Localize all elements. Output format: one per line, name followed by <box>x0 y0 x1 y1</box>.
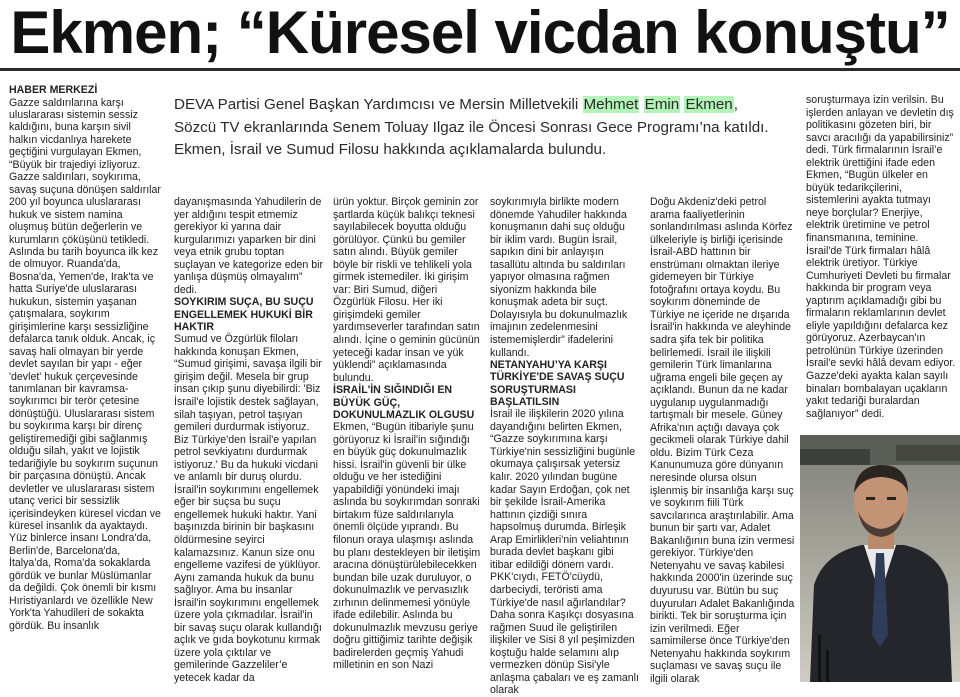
article-column-3 <box>333 196 482 672</box>
column-1-text: Gazze saldırılarına karşı uluslararası sistemin sessiz kaldığını, buna karşın sivil halkın vicdanlıya harekete geçtiğini vurgulayan Ekmen, “Büyük bir trajediyi izliyoruz. Gazze saldırıları, soykırıma, savaş suçuna dönüşen saldırılar 200 yıl boyunca uluslararası hukuk ve sistem namina oluşmuş bütün değerlerin ve kurumların çöküşünü tetikledi. Aslında bu tarih boyunca ilk kez de olmuyor. Ruanda'da, Bosna'da, Yemen'de, Irak'ta ve hatta Suriye'de uluslararası hukukun, sistemin yaşanan çatışmalara, soykırım girişimlerine karşı sessizliğine defalarca tanık olduk. Ancak, iç savaş hali olmayan bir yerde devlet sayılan bir yapı - eğer 'devlet' hukuk çerçevesinde tanımlanan bir kavramsa- soykırımcı bir terör çetesine dönüştüğü. Uluslararası sistem bu soykırıma karşı bir direnç geliştiremediği gibi sağlanmış olduğu silah, yakıt ve lojistik tedariğiyle bu soykırım suçunun bir parçasına dönüştü. Ancak devletler ve uluslararası sistem utanç verici bir sessizlik içerisindeyken küresel vicdan ve küresel insanlık da ayaktaydı. Yüz binlerce insanı Londra'da, Berlin'de, Barcelona'da, İtalya'da, Roma'da sokaklarda gördük ve bunlar Müslümanlar da değildi. Çok önemli bir kısmı Hıristiyanlardı ve özellikle New York'ta Yahudileri de sokakta gördük. Bu insanlık <box>9 96 161 632</box>
column-3-paragraph-1: ürün yoktur. Birçok geminin zor şartlarda küçük balıkçı teknesi sayılabilecek boyutta olduğu görülüyor. Çünkü bu gemiler satın alındı. Büyük gemiler böyle bir riskli ve tehlikeli yola girmek istemediler. İki girişim var: Biri Sumud, diğeri Özgürlük Filosu. Her iki girişimdeki gemiler yardımseverler tarafından satın alındı. İçine o geminin gücünün yeteceği kadar insan ve yük yüklendi” açıklamasında bulundu. <box>333 196 480 384</box>
lead-text-before: DEVA Partisi Genel Başkan Yardımcısı ve Mersin Milletvekili <box>174 96 583 113</box>
column-3-paragraph-2: Ekmen, “Bugün itibariyle şunu görüyoruz ki İsrail'in sığındığı en büyük güç dokunulmazlık hissi. İsrail'in güvenli bir ülke olduğu ve her istediğini yapabildiği yönündeki imajı aslında bu soykırımdan sonraki birtakım füze saldırılarıyla önemli ölçüde yıprandı. Bu filonun oraya ulaşmışı aslında bu planı destekleyen bir iletişim aracına dönüştürülebilecekken bundan bile uzak duruluyor, o dokunulmazlık ve pervasızlık zırhının delinmemesi yönüyle ifade edilebilir. Aslında bu dokunulmazlık mevzusu geriye doğru gittiğimiz tarihte değişik badirelerden geçmiş Yahudi milletinin en son Nazi <box>333 421 481 672</box>
byline: HABER MERKEZİ <box>9 84 98 96</box>
article-column-6 <box>806 94 956 420</box>
article-column-1 <box>9 84 162 632</box>
article-column-2 <box>174 196 323 685</box>
column-3-subheading: İSRAİL'İN SIĞINDIĞI EN BÜYÜK GÜÇ, DOKUNULMAZLIK OLGUSU <box>333 384 475 421</box>
lead-name-emin: Emin <box>644 96 680 113</box>
speaker-photo <box>800 435 960 682</box>
column-4-paragraph-2: İsrail ile ilişkilerin 2020 yılına dayandığını belirten Ekmen, “Gazze soykırımına karşı Türkiye'nin sessizliğini bugünle okumaya çalışırsak yetersiz kalır. 2020 yılından bugüne kadar Sayın Erdoğan, çok net bir şekilde İsrail-Amerika hattının çizdiği sınıra hapsolmuş durumda. Birleşik Arap Emirlikleri'nin veliahtının burada devlet başkanı gibi itibar edildiği dönem vardı. PKK'cıydı, FETÖ'cüydü, darbeciydi, teröristi ama Türkiye'de nasıl ağırlandılar? Daha sonra Kaşıkçı dosyasına rağmen Suud ile geliştirilen ilişkiler ve Sisi 8 yıl peşimizden koştuğu halde selamını alıp vermezken dönüp Sisi'yle anlaşma çabaları ve eş zamanlı olarak <box>490 408 639 697</box>
column-2-paragraph-1: dayanışmasında Yahudilerin de yer aldığını tespit etmemiz gerekiyor ki yarına dair kurgularımızı yaparken bir dini veya etnik grubu toptan suçlayan ve kategorize eden bir yanlışa düşmüş olmayalım” dedi. <box>174 196 323 296</box>
column-2-paragraph-2: Sumud ve Özgürlük filoları hakkında konuşan Ekmen, “Sumud girişimi, savaşa ilgili bir girişim değil. Mesela bir grup insan çıkıp şunu diyebilirdi: 'Biz İsrail'e lojistik destek sağlayan, silah taşıyan, petrol taşıyan gemileri durdurmak istiyoruz. Biz Türkiye'den İsrail'e yapılan petrol sevkiyatını durdurmak istiyoruz.' Bu da hukuki vicdani ve anlamlı bir duruş olurdu. İsrail'in soykırımını engellemek eğer bir suçsa bu suçu engellemek hukuki haktır. Yani başınızda birinin bir başkasını öldürmesine seyirci kalamazsınız. Kanun size onu engelleme vazifesi de yüklüyor. Aynı zamanda hukuk da bunu sağlıyor. Ama bu insanlar İsrail'in soykırımını engellemek üzere yola çıkmadılar. İsrail'in bir savaş suçu olarak kullandığı açlık ve gıda boykotunu kırmak üzere yola çıktılar ve gemilerinde Gazzeliler’e yetecek kadar da <box>174 333 322 685</box>
headline-rule <box>0 68 960 71</box>
speaker-photo-graphic <box>800 435 960 682</box>
column-2-subheading: SOYKIRIM SUÇA, BU SUÇU ENGELLEMEK HUKUKİ BİR HAKTIR <box>174 296 314 333</box>
column-5-text: Doğu Akdeniz'deki petrol arama faaliyetlerinin sonlandırılması aslında Körfez ülkeleriyle iş birliği içerisinde İsrail-ABD hattının bir enstrümanı olmaktan ileriye gidemeyen bir Türkiye fotoğrafını ortaya koydu. Bu soykırım döneminde de Türkiye ne içeride ne dışarıda İsrail'in hakkında ve aleyhinde sadra şifa tek bir politika belirlemedi. İsrail ile ilişkili gemilerin Türk limanlarına uğrama engeli bile geçen ay açıklandı. Bunun da ne kadar uygulanıp uygulanmadığı tartışmalı bir mesele. Güney Afrika'nın açtığı davaya çok gecikmeli olarak Türkiye dahil oldu. Bizim Türk Ceza Kanunumuza göre dünyanın neresinde olursa olsun işlenmiş bir insanlığa karşı suç ve soykırım fiili Türk savcılarınca araştırılabilir. Ama bunun bir şartı var, Adalet Bakanlığının buna izin vermesi gerekiyor. Türkiye'den Netenyahu ve savaş kabilesi hakkında 2000'in üzerinde suç duyurusu var. Bütün bu suç duyuruları Adalet Bakanlığında birikti. Tek bir soruşturma için izin verilmedi. Eğer samimilerse önce Türkiye'den Netenyahu hakkında soykırım suçlaması ve savaş suçu ile ilgili olarak <box>650 196 795 685</box>
lead-text-after: , Sözcü TV ekranlarında Senem Toluay Ilgaz ile Öncesi Sonrası Gece Programı’na katıldı. Ekmen, İsrail ve Sumud Filosu hakkında açıklamalarda bulundu. <box>174 96 769 158</box>
lead-paragraph <box>174 94 780 184</box>
column-6-text: soruşturmaya izin verilsin. Bu işlerden anlayan ve devletin dış politikasını gözeten biri, bir savcı aracılığı da yapabilirsiniz” dedi. Türk firmalarının İsrail’e elektrik ürettiğini ifade eden Ekmen, “Bugün ülkeler en büyük tedarikçilerini, sistemlerini ayakta tutmayı neye borçlular? Enerjiye, elektrik üretimine ve petrol finansmanına, teminine. İsrail'de Türk firmaları hâlâ elektrik üretiyor. Türkiye Cumhuriyeti Devleti bu firmalar hakkında bir program veya yaptırım açıklamadığı gibi bu firmaların reklamlarının devlet eliyle yapıldığını defalarca kez görüyoruz. Azerbaycan'ın petrolünün Türkiye üzerinden İsrail'e sevki hâlâ devam ediyor. Gazze'deki ayakta kalan sayılı binaları bombalayan uçakların yakıt tedariği buralardan sağlanıyor” dedi. <box>806 94 956 420</box>
article-column-4 <box>490 196 639 697</box>
headline: Ekmen; “Küresel vicdan konuştu” <box>10 0 950 66</box>
lead-name-ekmen: Ekmen <box>685 96 733 113</box>
lead-name-mehmet: Mehmet <box>583 96 639 113</box>
column-4-subheading: NETANYAHU’YA KARŞI TÜRKİYE'DE SAVAŞ SUÇU SORUŞTURMASI BAŞLATILSIN <box>490 359 625 408</box>
article-column-5 <box>650 196 797 685</box>
column-4-paragraph-1: soykırımıyla birlikte modern dönemde Yahudiler hakkında konuşmanın dahi suç olduğu bir iklim vardı. Bugün İsrail, sapıkın dini bir anlayışın tasallütu altında bu saldırıları yapıyor olmasına rağmen siyonizm hakkında bile konuşmak adeta bir suçt. Dolayısıyla bu dokunulmazlık imajının zedelenmesini istememişlerdir” ifadelerini kullandı. <box>490 196 628 359</box>
